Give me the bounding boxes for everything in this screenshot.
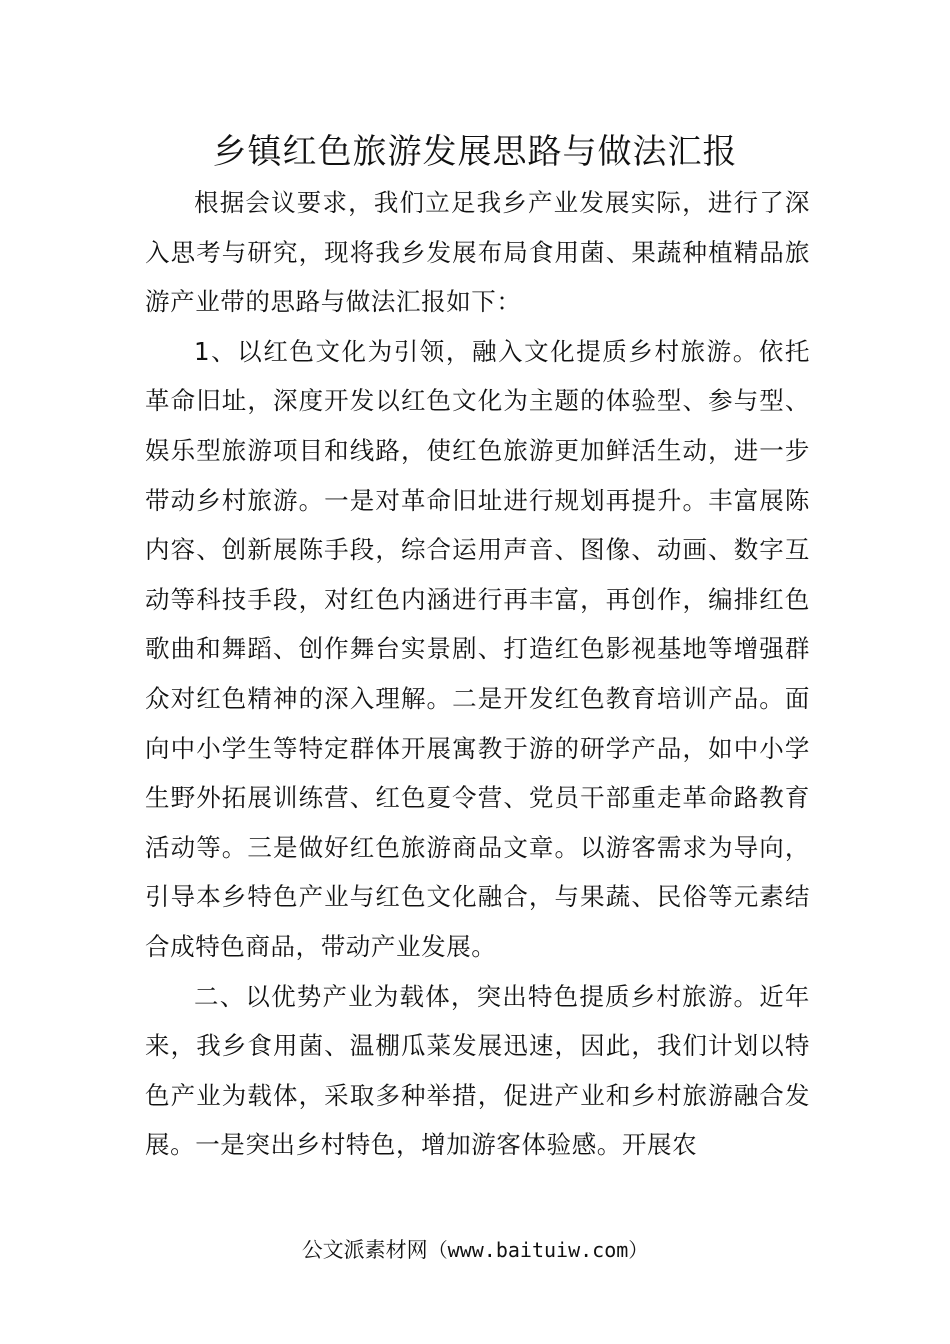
footer-url: （www.baituiw.com）	[427, 1238, 649, 1262]
paragraph-intro: 根据会议要求，我们立足我乡产业发展实际，进行了深入思考与研究，现将我乡发展布局食用菌、果蔬种植精品旅游产业带的思路与做法汇报如下：	[145, 188, 810, 317]
document-body	[145, 178, 810, 1170]
footer-watermark	[0, 1234, 950, 1266]
footer-site-name: 公文派素材网	[301, 1238, 428, 1262]
document-title: 乡镇红色旅游发展思路与做法汇报	[212, 132, 738, 172]
paragraph-section-1: 1、以红色文化为引领，融入文化提质乡村旅游。依托革命旧址，深度开发以红色文化为主题的体验型、参与型、娱乐型旅游项目和线路，使红色旅游更加鲜活生动，进一步带动乡村旅游。一是对革命旧址进行规划再提升。丰富展陈内容、创新展陈手段，综合运用声音、图像、动画、数字互动等科技手段，对红色内涵进行再丰富，再创作，编排红色歌曲和舞蹈、创作舞台实景剧、打造红色影视基地等增强群众对红色精神的深入理解。二是开发红色教育培训产品。面向中小学生等特定群体开展寓教于游的研学产品，如中小学生野外拓展训练营、红色夏令营、党员干部重走革命路教育活动等。三是做好红色旅游商品文章。以游客需求为导向，引导本乡特色产业与红色文化融合，与果蔬、民俗等元素结合成特色商品，带动产业发展。	[145, 336, 810, 961]
paragraph-section-2: 二、以优势产业为载体，突出特色提质乡村旅游。近年来，我乡食用菌、温棚瓜菜发展迅速，因此，我们计划以特色产业为载体，采取多种举措，促进产业和乡村旅游融合发展。一是突出乡村特色，增加游客体验感。开展农	[145, 981, 810, 1160]
